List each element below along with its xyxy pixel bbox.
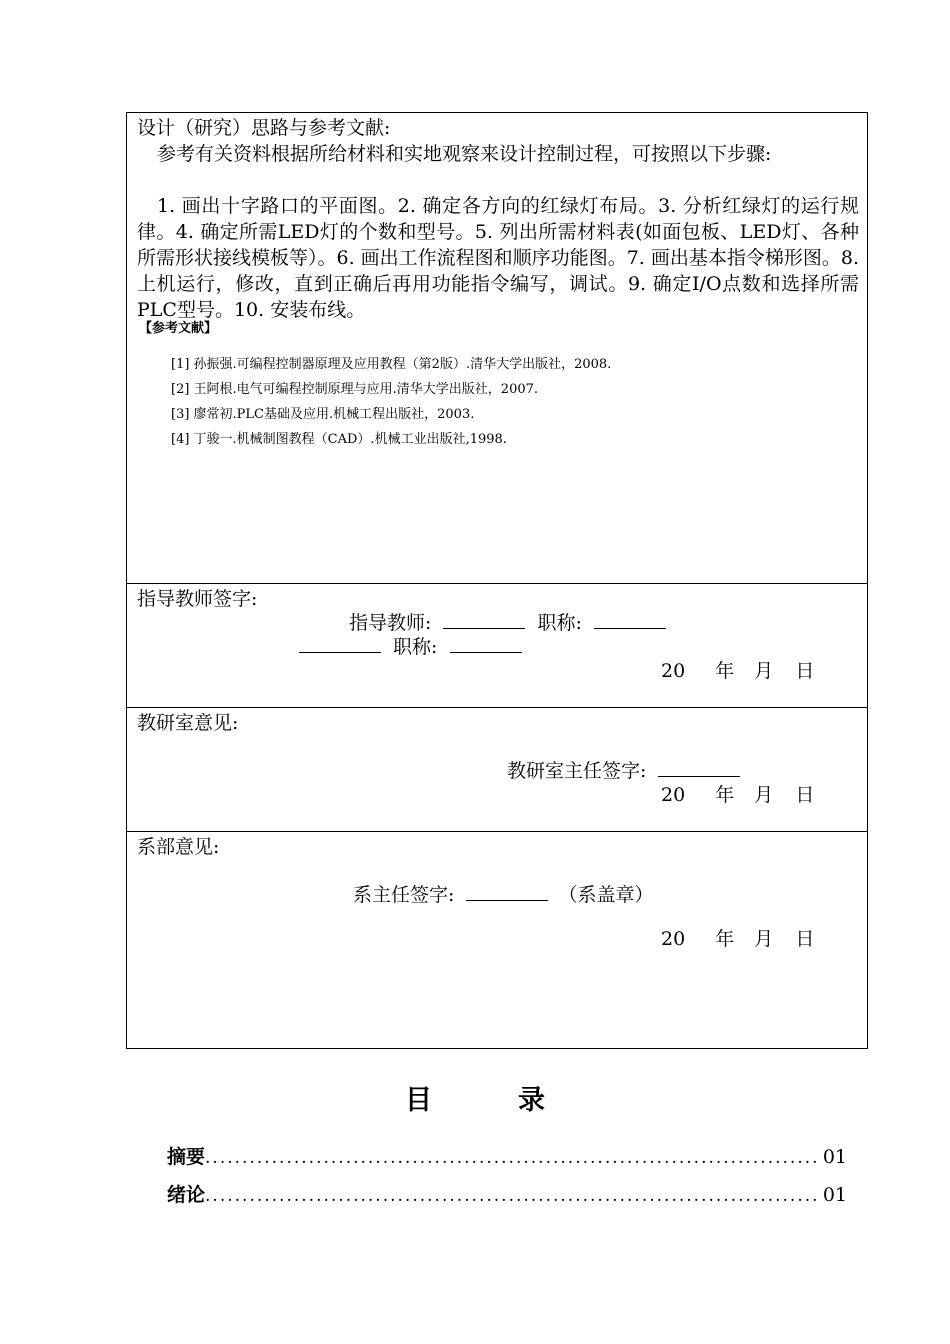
date-line: [661, 926, 814, 952]
date-line: [661, 782, 814, 808]
department-opinion-heading: 系部意见:: [137, 836, 220, 858]
department-director-signature-blank[interactable]: [466, 882, 548, 901]
department-opinion-cell: [127, 832, 867, 1048]
toc-title: [0, 1078, 950, 1117]
office-director-sign-label: 教研室主任签字:: [507, 760, 647, 782]
toc-title-char: 目: [405, 1085, 432, 1116]
advisor-signature-heading: 指导教师签字:: [137, 588, 258, 610]
advisor-signature-cell: [127, 584, 867, 708]
office-director-signature-blank[interactable]: [658, 758, 740, 777]
title-blank[interactable]: [450, 634, 522, 653]
date-month-unit: 月: [754, 928, 774, 950]
design-steps-paragraph: 1. 画出十字路口的平面图。2. 确定各方向的红绿灯布局。3. 分析红绿灯的运行规律。4. 确定所需LED灯的个数和型号。5. 列出所需材料表(如面包板、LED灯、各种所需形状接线模板等）。6. 画出工作流程图和顺序功能图。7. 画出基本指令梯形图。8. 上机运行，修改，直到正确后再用功能指令编写，调试。9. 确定I/O点数和选择所需PLC型号。10. 安装布线。: [137, 195, 859, 321]
date-year-unit: 年: [715, 660, 735, 682]
reference-item: [2] 王阿根.电气可编程控制原理与应用.清华大学出版社，2007.: [171, 382, 539, 397]
department-director-sign-line: [353, 882, 654, 908]
date-year-unit: 年: [715, 784, 735, 806]
date-line: [661, 658, 814, 684]
toc-entry-label: 摘要: [167, 1146, 206, 1168]
office-director-sign-line: [507, 758, 740, 784]
seal-note: （系盖章）: [558, 884, 654, 906]
teacher-label: 指导教师:: [349, 612, 432, 634]
title-label: 职称:: [537, 612, 582, 634]
approval-form-table: [126, 112, 868, 1049]
references-heading: 【参考文献】: [139, 321, 218, 336]
toc-leader-dots: [205, 1148, 821, 1168]
teacher-signature-blank[interactable]: [443, 610, 525, 629]
reference-item: [1] 孙振强.可编程控制器原理及应用教程（第2版）.清华大学出版社，2008.: [171, 357, 612, 372]
toc-leader-dots: [205, 1186, 821, 1206]
date-year: 20: [661, 784, 686, 806]
teaching-office-cell: [127, 708, 867, 832]
title-label: 职称:: [393, 636, 438, 658]
advisor-second-line: [299, 634, 522, 660]
design-ideas-cell: [127, 113, 867, 584]
toc-title-char: 录: [518, 1085, 545, 1116]
date-year-unit: 年: [715, 928, 735, 950]
reference-item: [3] 廖常初.PLC基础及应用.机械工程出版社，2003.: [171, 407, 475, 422]
toc-entry[interactable]: [167, 1180, 847, 1207]
date-month-unit: 月: [754, 660, 774, 682]
department-director-sign-label: 系主任签字:: [353, 884, 455, 906]
date-year: 20: [661, 660, 686, 682]
date-day-unit: 日: [795, 784, 815, 806]
toc-entry[interactable]: [167, 1142, 847, 1169]
title-blank[interactable]: [594, 610, 666, 629]
toc-entry-label: 绪论: [167, 1184, 206, 1206]
date-month-unit: 月: [754, 784, 774, 806]
toc-entry-page: 01: [822, 1184, 847, 1206]
date-day-unit: 日: [795, 660, 815, 682]
reference-item: [4] 丁骏一.机械制图教程（CAD）.机械工业出版社,1998.: [171, 432, 507, 447]
teaching-office-heading: 教研室意见:: [137, 712, 239, 734]
design-ideas-heading: 设计（研究）思路与参考文献:: [137, 117, 391, 139]
toc-entry-page: 01: [822, 1146, 847, 1168]
date-year: 20: [661, 928, 686, 950]
second-signature-blank[interactable]: [299, 634, 381, 653]
date-day-unit: 日: [795, 928, 815, 950]
advisor-teacher-line: [349, 610, 666, 636]
design-intro-paragraph: 参考有关资料根据所给材料和实地观察来设计控制过程，可按照以下步骤:: [157, 143, 772, 165]
